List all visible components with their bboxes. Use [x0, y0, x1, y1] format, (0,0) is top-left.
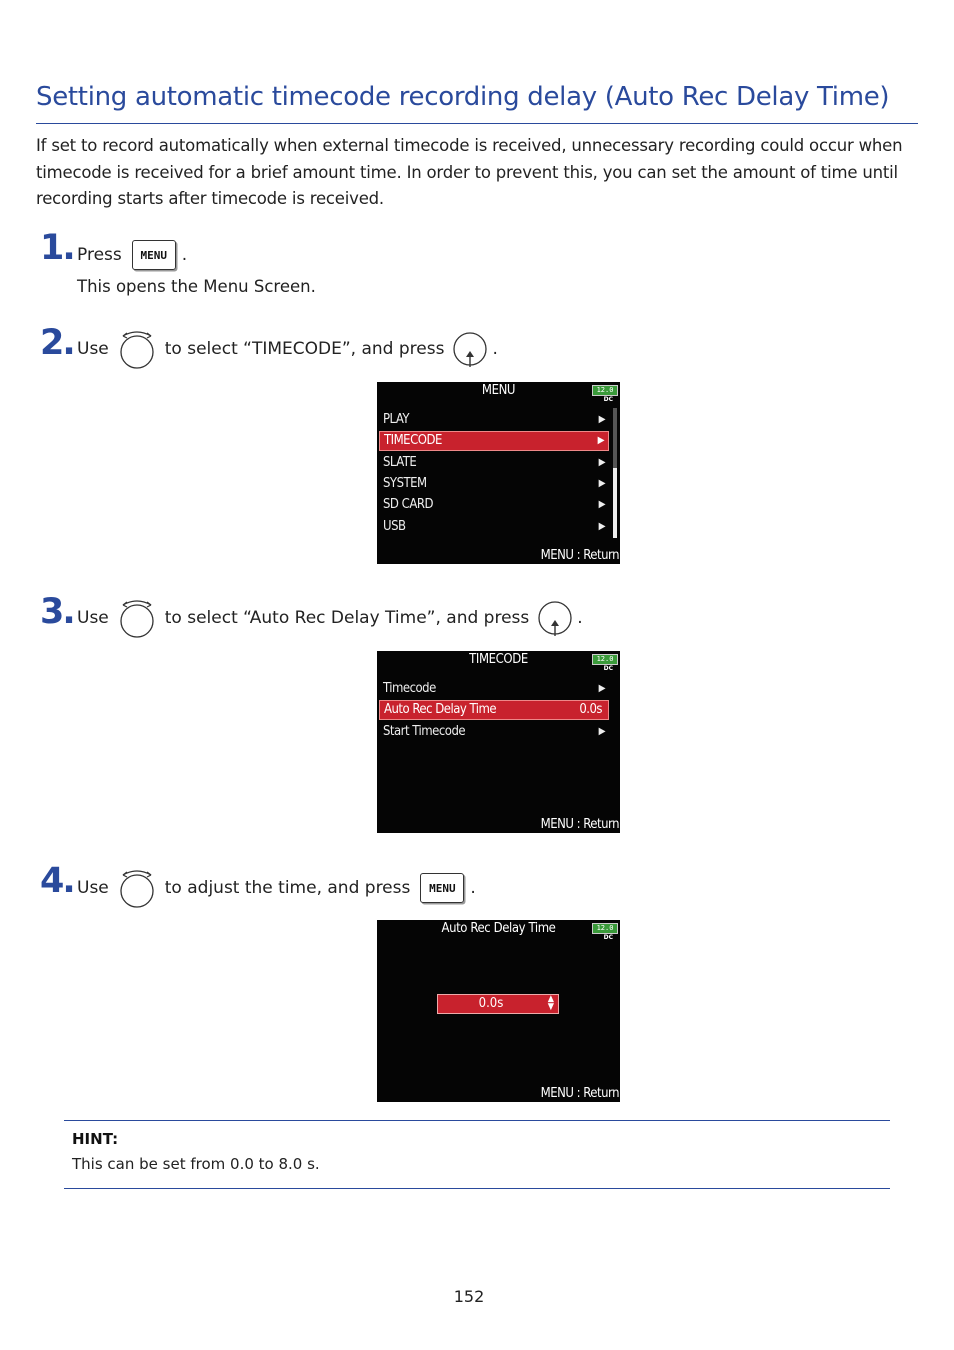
menu-item-sd-card[interactable]: SD CARD ▶ [379, 495, 609, 515]
battery-source: DC [603, 934, 613, 941]
hint-label: HINT: [72, 1130, 119, 1148]
menu-item-start-timecode[interactable]: Start Timecode ▶ [379, 722, 609, 742]
step-3-text-post: . [577, 608, 583, 628]
menu-item-auto-rec-delay-time[interactable]: Auto Rec Delay Time 0.0s [379, 700, 609, 720]
menu-item-timecode[interactable]: TIMECODE ▶ [379, 431, 609, 451]
delay-value-selector[interactable] [437, 994, 559, 1014]
dial-push-icon [452, 329, 488, 369]
intro-paragraph: If set to record automatically when external timecode is received, unnecessary recording could occur when timecode is received for a brief amount time. In order to prevent this, you can set the amount of time until recording starts after timecode is received. [36, 136, 903, 208]
arrow-right-icon: ▶ [598, 457, 605, 468]
delay-value: 0.0s [579, 702, 602, 717]
battery-icon: 12.0 [592, 654, 618, 665]
menu-key-icon: MENU [132, 240, 176, 270]
title-underline [36, 123, 918, 124]
menu-item-system[interactable]: SYSTEM ▶ [379, 474, 609, 494]
step-2-text-post: . [492, 339, 498, 359]
hint-top-rule [64, 1120, 890, 1121]
dial-push-icon [537, 598, 573, 638]
step-1-text-post: . [181, 245, 188, 265]
dial-icon [117, 328, 157, 370]
dial-icon [117, 867, 157, 909]
battery-source: DC [603, 396, 613, 403]
menu-item-slate[interactable]: SLATE ▶ [379, 453, 609, 473]
dial-icon [117, 597, 157, 639]
arrow-right-icon: ▶ [597, 435, 604, 446]
menu-screen [377, 382, 620, 564]
page-number: 152 [453, 1287, 485, 1306]
screen-title: Auto Rec Delay Time [441, 921, 556, 936]
arrow-right-icon: ▶ [598, 478, 605, 489]
step-4-instruction [77, 866, 476, 910]
arrow-right-icon: ▶ [598, 726, 605, 737]
step-4-text-mid: to adjust the time, and press [164, 878, 411, 898]
menu-key-icon: MENU [420, 873, 464, 903]
step-2-number: 2. [40, 323, 74, 363]
hint-bottom-rule [64, 1188, 890, 1189]
arrow-right-icon: ▶ [598, 683, 605, 694]
battery-source: DC [603, 665, 613, 672]
step-3-number: 3. [40, 592, 74, 632]
step-4-text-post: . [470, 878, 476, 898]
scrollbar-thumb[interactable] [613, 468, 617, 538]
page-title: Setting automatic timecode recording delay (Auto Rec Delay Time) [36, 82, 890, 112]
screen-footer: MENU : Return [540, 1086, 619, 1101]
step-1-subtext: This opens the Menu Screen. [77, 277, 316, 296]
screen-title: MENU [481, 383, 516, 398]
screen-footer: MENU : Return [540, 817, 619, 832]
step-2-instruction [77, 327, 498, 371]
step-4-number: 4. [40, 861, 74, 901]
battery-icon: 12.0 [592, 385, 618, 396]
step-2-text-pre: Use [77, 339, 109, 359]
step-1-instruction [77, 233, 187, 277]
menu-item-timecode[interactable]: Timecode ▶ [379, 679, 609, 699]
hint-text: This can be set from 0.0 to 8.0 s. [72, 1155, 320, 1173]
auto-rec-delay-screen [377, 920, 620, 1102]
menu-item-usb[interactable]: USB ▶ [379, 517, 609, 537]
step-3-text-mid: to select “Auto Rec Delay Time”, and press [164, 608, 530, 628]
step-4-text-pre: Use [77, 878, 109, 898]
up-down-arrows-icon: ▲ ▼ [547, 994, 554, 1012]
screen-footer: MENU : Return [540, 548, 619, 563]
step-3-text-pre: Use [77, 608, 109, 628]
battery-icon: 12.0 [592, 923, 618, 934]
delay-value: 0.0s [478, 996, 504, 1011]
arrow-right-icon: ▶ [598, 414, 605, 425]
screen-title: TIMECODE [469, 652, 528, 667]
arrow-right-icon: ▶ [598, 499, 605, 510]
scrollbar[interactable] [613, 408, 617, 538]
step-1-number: 1. [40, 228, 74, 268]
step-3-instruction [77, 596, 583, 640]
timecode-screen [377, 651, 620, 833]
step-2-text-mid: to select “TIMECODE”, and press [164, 339, 445, 359]
step-1-text-pre: Press [77, 245, 122, 265]
arrow-right-icon: ▶ [598, 521, 605, 532]
menu-item-play[interactable]: PLAY ▶ [379, 410, 609, 430]
